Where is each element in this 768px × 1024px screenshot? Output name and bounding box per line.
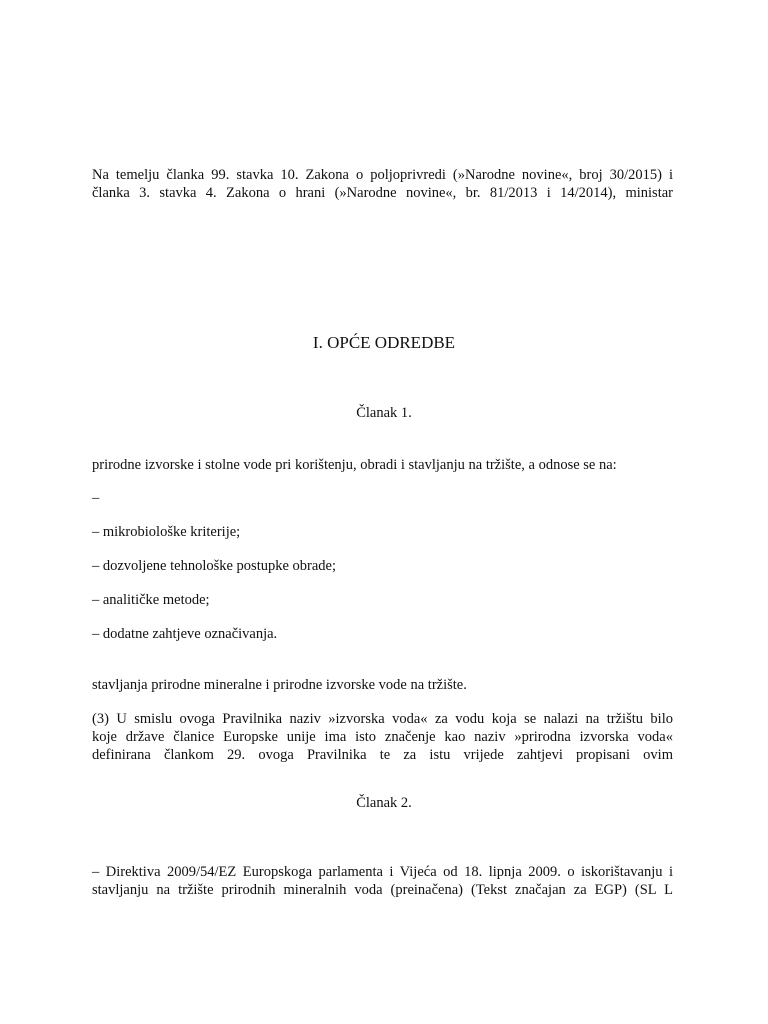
list-item: –: [92, 490, 100, 506]
article-1-para-3-line-3: definirana člankom 29. ovoga Pravilnika te za istu vrijede zahtjevi propisani ovim: [92, 747, 673, 763]
intro-line-1: Na temelju članka 99. stavka 10. Zakona o poljoprivredi (»Narodne novine«, broj 30/2015) i: [92, 167, 673, 183]
article-1-para-2: stavljanja prirodne mineralne i prirodne izvorske vode na tržište.: [92, 677, 467, 693]
list-item: – mikrobiološke kriterije;: [92, 524, 241, 540]
article-1-title: Članak 1.: [356, 405, 412, 421]
article-2-title: Članak 2.: [356, 795, 412, 811]
list-item: – analitičke metode;: [92, 592, 210, 608]
list-item: – dodatne zahtjeve označivanja.: [92, 626, 278, 642]
section-heading: I. OPĆE ODREDBE: [312, 333, 456, 352]
article-1-para-3-line-1: (3) U smislu ovoga Pravilnika naziv »izvorska voda« za vodu koja se nalazi na tržištu bilo: [92, 711, 673, 727]
article-2-item-1-line-1: – Direktiva 2009/54/EZ Europskoga parlamenta i Vijeća od 18. lipnja 2009. o iskorištavanju i: [92, 864, 673, 880]
article-2-item-1-line-2: stavljanju na tržište prirodnih mineralnih voda (preinačena) (Tekst značajan za EGP) (SL L: [92, 882, 673, 898]
article-1-text: prirodne izvorske i stolne vode pri korištenju, obradi i stavljanju na tržište, a odnose se na:: [92, 457, 617, 473]
intro-line-2: članka 3. stavka 4. Zakona o hrani (»Narodne novine«, br. 81/2013 i 14/2014), ministar: [92, 185, 673, 201]
article-1-para-3-line-2: koje države članice Europske unije ima isto značenje kao naziv »prirodna izvorska voda«: [92, 729, 673, 745]
list-item: – dozvoljene tehnološke postupke obrade;: [92, 558, 337, 574]
